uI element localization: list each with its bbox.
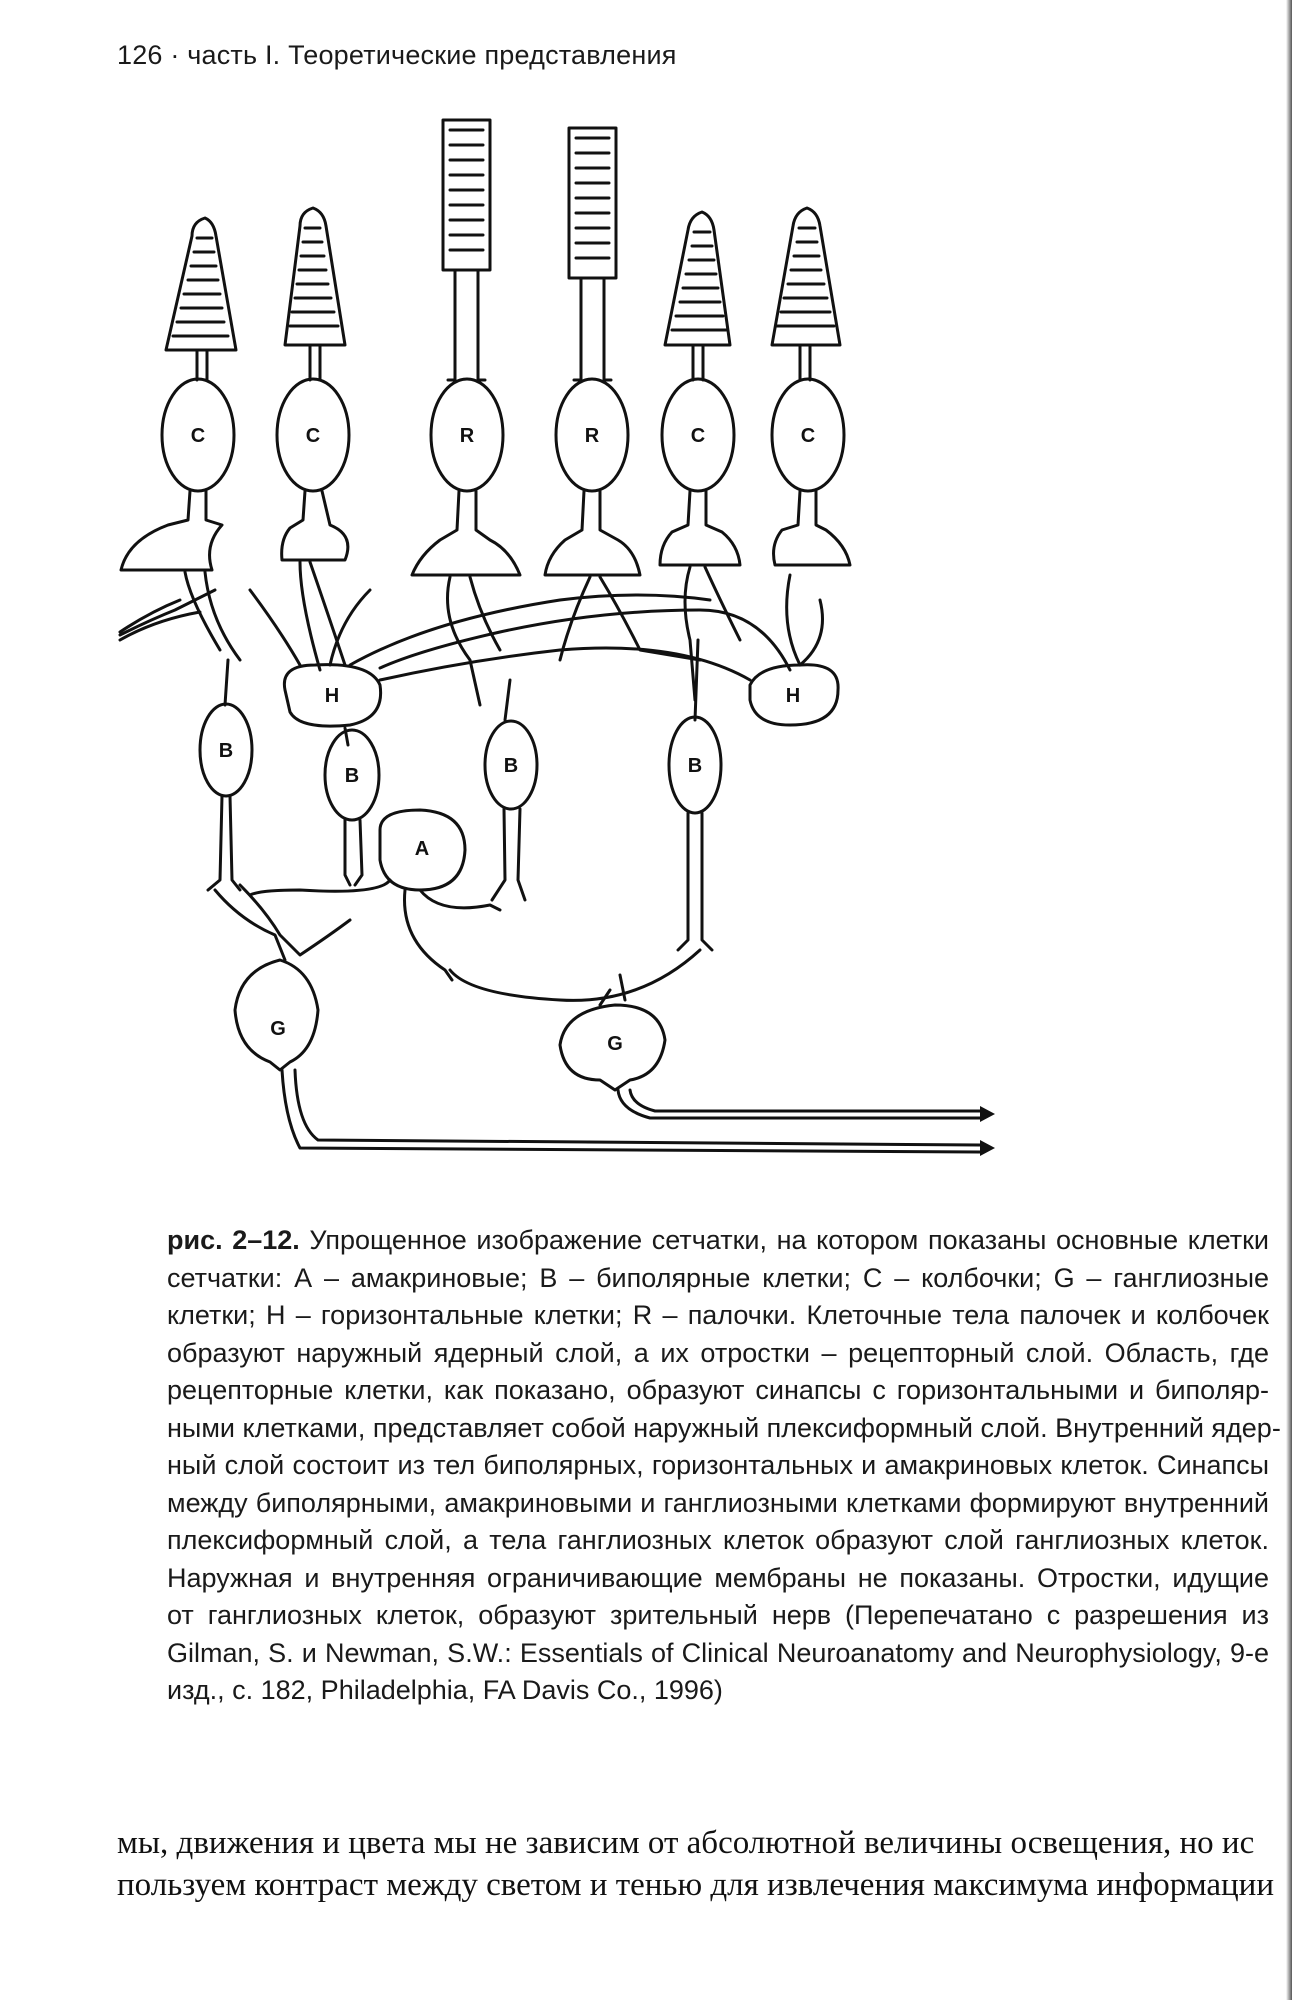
cone-4-lamellae [777,228,834,326]
body-line-2: пользуем контраст между светом и тенью для извлечения максимума информации [117,1867,1274,1903]
caption-line-6: ными клетками, представляет собой наружный плексиформный слой. Внутренний ядер- [167,1412,1281,1443]
rod-cell-1 [412,120,520,575]
body-text [117,1822,1292,1906]
bipolar-cell-3 [485,680,537,900]
label-ganglion-2: G [607,1033,623,1055]
figure-label: рис. 2–12. [167,1225,300,1255]
label-horizontal-1: H [324,685,340,707]
caption-line-5: рецепторные клетки, как показано, образуют синапсы с горизонтальными и биполяр- [167,1375,1269,1405]
caption-line-13: изд., с. 182, Philadelphia, FA Davis Co., 1996) [167,1675,723,1705]
axon-arrowhead-2 [980,1140,995,1156]
rod-2-outer-segment [569,128,616,278]
label-horizontal-2: H [785,685,801,707]
caption-line-11: от ганглиозных клеток, образуют зрительный нерв (Перепечатано с разрешения из [167,1600,1269,1630]
caption-line-2: сетчатки: А – амакриновые; В – биполярные клетки; С – колбочки; G – ганглиозные [167,1262,1269,1293]
label-ganglion-1: G [270,1018,286,1040]
cone-3-lamellae [672,232,726,330]
body-line-1: мы, движения и цвета мы не зависим от абсолютной величины освещения, но ис [117,1825,1255,1861]
caption-line-4: образуют наружный ядерный слой, а их отростки – рецепторный слой. Область, где [167,1337,1269,1368]
label-bipolar-4: B [687,755,703,777]
bipolar-cell-4 [669,640,721,950]
ganglion-cell-2 [560,975,980,1118]
axon-arrowhead-1 [980,1106,995,1122]
label-rod-2: R [584,425,600,447]
label-bipolar-3: B [503,755,519,777]
label-cone-1: C [190,425,206,447]
page-edge-shadow [1286,0,1292,2000]
label-cone-3: C [690,425,706,447]
rod-2-discs [576,138,609,258]
figure-caption [167,1222,1281,1710]
bipolar-cell-1 [200,660,252,890]
label-bipolar-2: B [344,765,360,787]
label-cone-4: C [800,425,816,447]
caption-line-12: Gilman, S. и Newman, S.W.: Essentials of Clinical Neuroanatomy and Neurophysiology, 9-е [167,1637,1269,1668]
label-bipolar-1: B [218,740,234,762]
caption-line-1: рис. 2–12. Упрощенное изображение сетчатки, на котором показаны основные клетки [167,1225,1270,1255]
rod-cell-2 [545,128,640,575]
caption-line-10: Наружная и внутренняя ограничивающие мембраны не показаны. Отростки, идущие [167,1562,1269,1593]
ganglion-1-body [235,960,318,1070]
caption-line-7: ный слой состоит из тел биполярных, горизонтальных и амакриновых клеток. Синапсы [167,1450,1269,1480]
caption-line-3: клетки; Н – горизонтальные клетки; R – палочки. Клеточные тела палочек и колбочек [167,1300,1269,1330]
caption-line-9: плексиформный слой, а тела ганглиозных клеток образуют слой ганглиозных клеток. [167,1525,1269,1555]
rod-1-discs [450,130,483,250]
page-header: 126 · часть I. Теоретические представления [117,40,677,70]
cone-cell-3 [660,212,740,565]
bipolar-cell-2 [325,728,379,885]
caption-line-8: между биполярными, амакриновыми и ганглиозными клетками формируют внутренний [167,1487,1269,1518]
rod-1-outer-segment [443,120,490,270]
cone-cell-2 [277,208,349,560]
label-amacrine: A [414,838,430,860]
cone-cell-1 [121,218,236,570]
cone-cell-4 [772,208,850,565]
label-rod-1: R [459,425,475,447]
label-cone-2: C [305,425,321,447]
